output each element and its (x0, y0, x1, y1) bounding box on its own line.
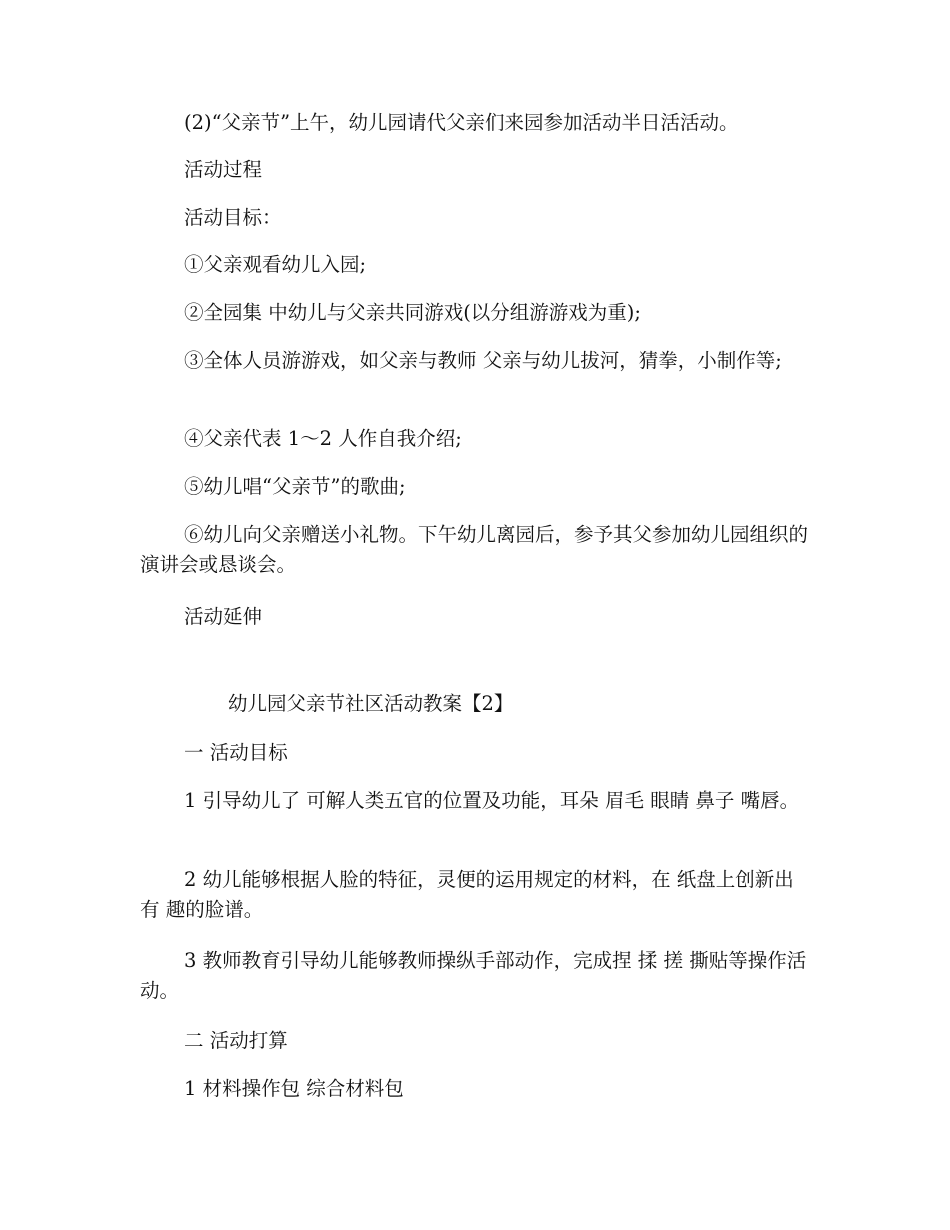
intro-paragraph: (2)“父亲节”上午，幼儿园请代父亲们来园参加活动半日活活动。 (184, 111, 739, 134)
activity-item-2: ②全园集 中幼儿与父亲共同游戏(以分组游游戏为重); (184, 301, 641, 324)
activity-item-6: ⑥幼儿向父亲赠送小礼物。下午幼儿离园后，参予其父参加幼儿园组织的演讲会或恳谈会。 (140, 523, 809, 576)
process-heading: 活动过程 (184, 158, 263, 181)
goals-label: 活动目标： (184, 206, 282, 229)
extension-heading: 活动延伸 (184, 605, 263, 628)
goal-item-1: 1 引导幼儿了 可解人类五官的位置及功能，耳朵 眉毛 眼睛 鼻子 嘴唇。 (184, 789, 800, 812)
goal-item-3: 3 教师教育引导幼儿能够教师操纵手部动作，完成捏 揉 搓 撕贴等操作活动。 (140, 949, 807, 1002)
goal-item-2: 2 幼儿能够根据人脸的特征，灵便的运用规定的材料，在 纸盘上创新出有 趣的脸谱。 (140, 868, 794, 921)
activity-item-3: ③全体人员游游戏，如父亲与教师 父亲与幼儿拔河，猜拳，小制作等; (184, 349, 782, 372)
activity-item-1: ①父亲观看幼儿入园; (184, 253, 367, 276)
section-title: 幼儿园父亲节社区活动教案【2】 (228, 692, 514, 715)
part1-heading: 一 活动目标 (184, 741, 288, 764)
activity-item-4: ④父亲代表 1～2 人作自我介绍; (184, 427, 462, 450)
prep-item-1: 1 材料操作包 综合材料包 (184, 1077, 404, 1100)
activity-item-5: ⑤幼儿唱“父亲节”的歌曲; (184, 475, 406, 498)
part2-heading: 二 活动打算 (184, 1029, 288, 1052)
